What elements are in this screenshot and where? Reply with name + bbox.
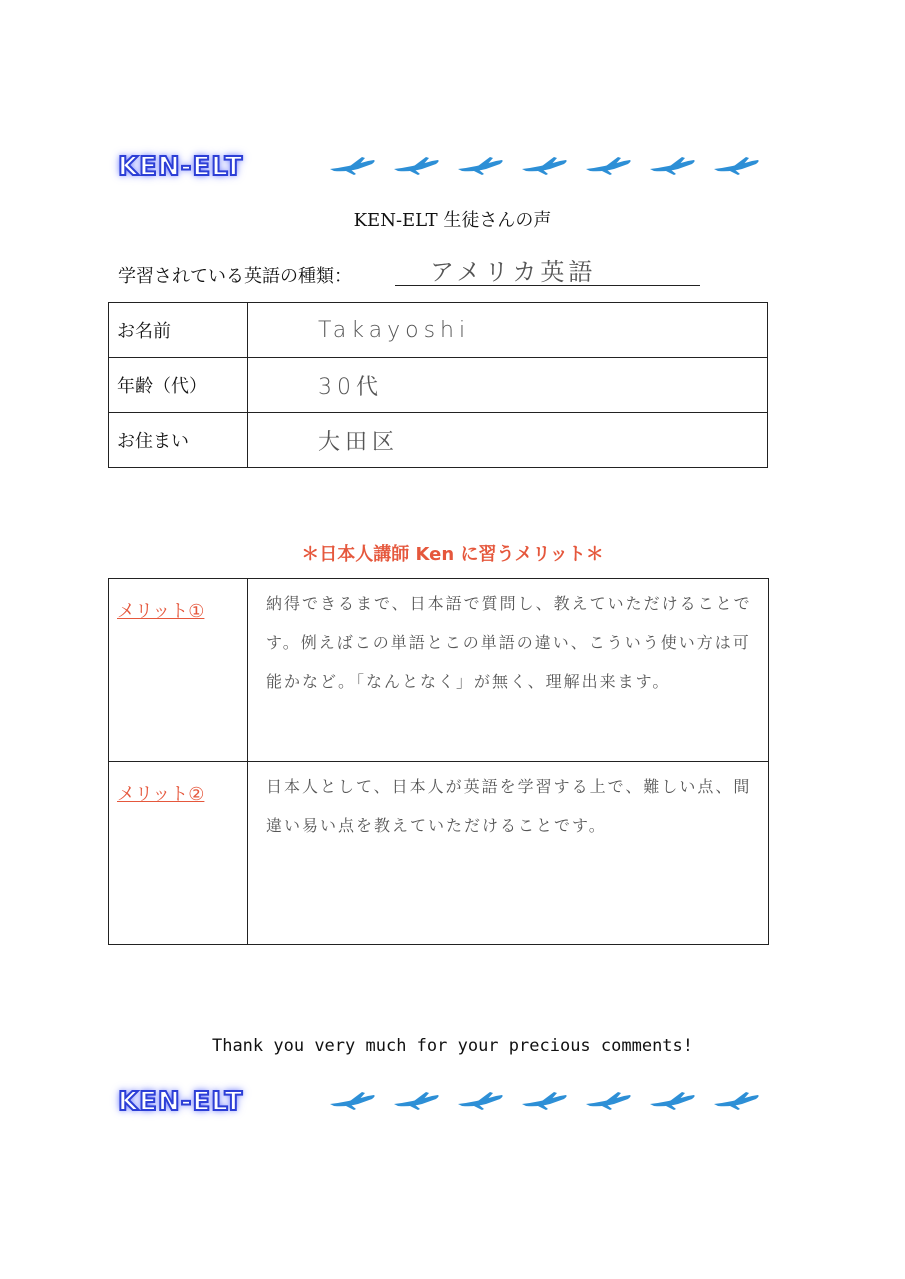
merit-row-1 [109, 579, 769, 762]
english-type-label: 学習されている英語の種類： [118, 266, 352, 287]
airplane-icon [584, 155, 634, 177]
airplane-icon [648, 1090, 698, 1112]
english-type-value: アメリカ英語 [430, 258, 597, 286]
airplane-icon [328, 1090, 378, 1112]
airplane-icon [712, 1090, 762, 1112]
airplane-icon [712, 155, 762, 177]
ken-elt-logo-bottom: KEN-ELT [118, 1087, 244, 1117]
age-value: 30代 [248, 358, 768, 413]
thanks-message: Thank you very much for your precious comments! [211, 1036, 694, 1056]
name-label: お名前 [109, 303, 248, 358]
airplane-icon [392, 1090, 442, 1112]
merit-2-text: 日本人として、日本人が英語を学習する上で、難しい点、間違い易い点を教えていただけることです。 [266, 777, 752, 835]
airplane-icon [648, 155, 698, 177]
page-title: KEN-ELT 生徒さんの声 [353, 210, 552, 231]
profile-row-age [109, 358, 768, 413]
residence-label: お住まい [109, 413, 248, 468]
airplane-icon [328, 155, 378, 177]
airplane-icon [456, 1090, 506, 1112]
merit-1-text: 納得できるまで、日本語で質問し、教えていただけることです。例えばこの単語とこの単語の違い、こういう使い方は可能かなど。「なんとなく」が無く、理解出来ます。 [266, 594, 752, 691]
name-value: Takayoshi [248, 303, 768, 358]
airplane-icon [456, 155, 506, 177]
airplane-icon [520, 155, 570, 177]
merit-2-cell [248, 762, 769, 945]
profile-row-residence [109, 413, 768, 468]
age-label: 年齢（代） [109, 358, 248, 413]
profile-table [108, 302, 768, 468]
profile-row-name [109, 303, 768, 358]
top-banner [118, 150, 768, 184]
residence-value: 大田区 [248, 413, 768, 468]
merits-heading: ＊日本人講師 Ken に習うメリット＊ [301, 544, 604, 565]
airplane-icon [392, 155, 442, 177]
merit-1-cell [248, 579, 769, 762]
airplane-icon [584, 1090, 634, 1112]
airplane-icon [520, 1090, 570, 1112]
merit-1-label: メリット① [109, 579, 248, 762]
bottom-banner [118, 1085, 768, 1119]
merits-table [108, 578, 769, 945]
ken-elt-logo: KEN-ELT [118, 152, 244, 182]
merit-2-label: メリット② [109, 762, 248, 945]
merit-row-2 [109, 762, 769, 945]
